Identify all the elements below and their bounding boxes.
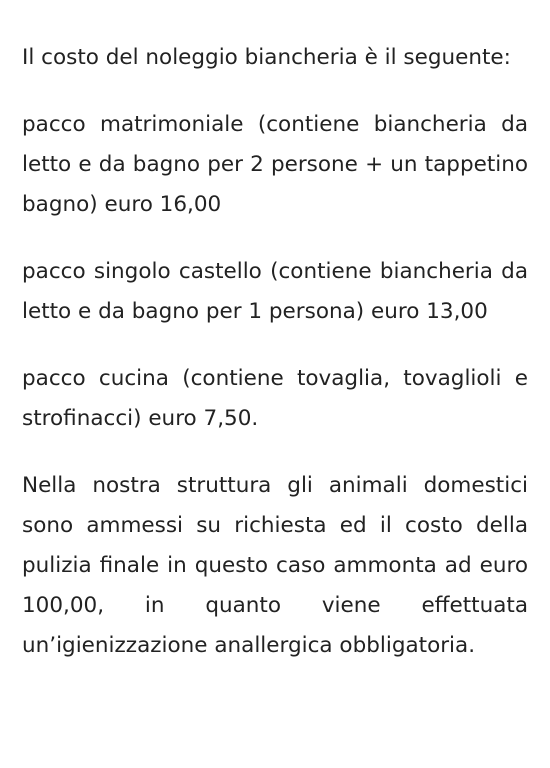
article-body (22, 38, 528, 693)
intro-paragraph: Il costo del noleggio biancheria è il seguente: (22, 45, 511, 70)
pets-policy-paragraph: Nella nostra struttura gli animali domestici sono ammessi su richiesta ed il costo della pulizia finale in questo caso ammonta ad euro 100,00, in quanto viene effettuata un’igienizzazione anallergica obbligatoria. (22, 473, 528, 658)
double-package-paragraph: pacco matrimoniale (contiene biancheria da letto e da bagno per 2 persone + un tappetino bagno) euro 16,00 (22, 112, 528, 217)
single-bunk-package-paragraph: pacco singolo castello (contiene biancheria da letto e da bagno per 1 persona) euro 13,00 (22, 259, 528, 324)
kitchen-package-paragraph: pacco cucina (contiene tovaglia, tovaglioli e strofinacci) euro 7,50. (22, 366, 528, 431)
